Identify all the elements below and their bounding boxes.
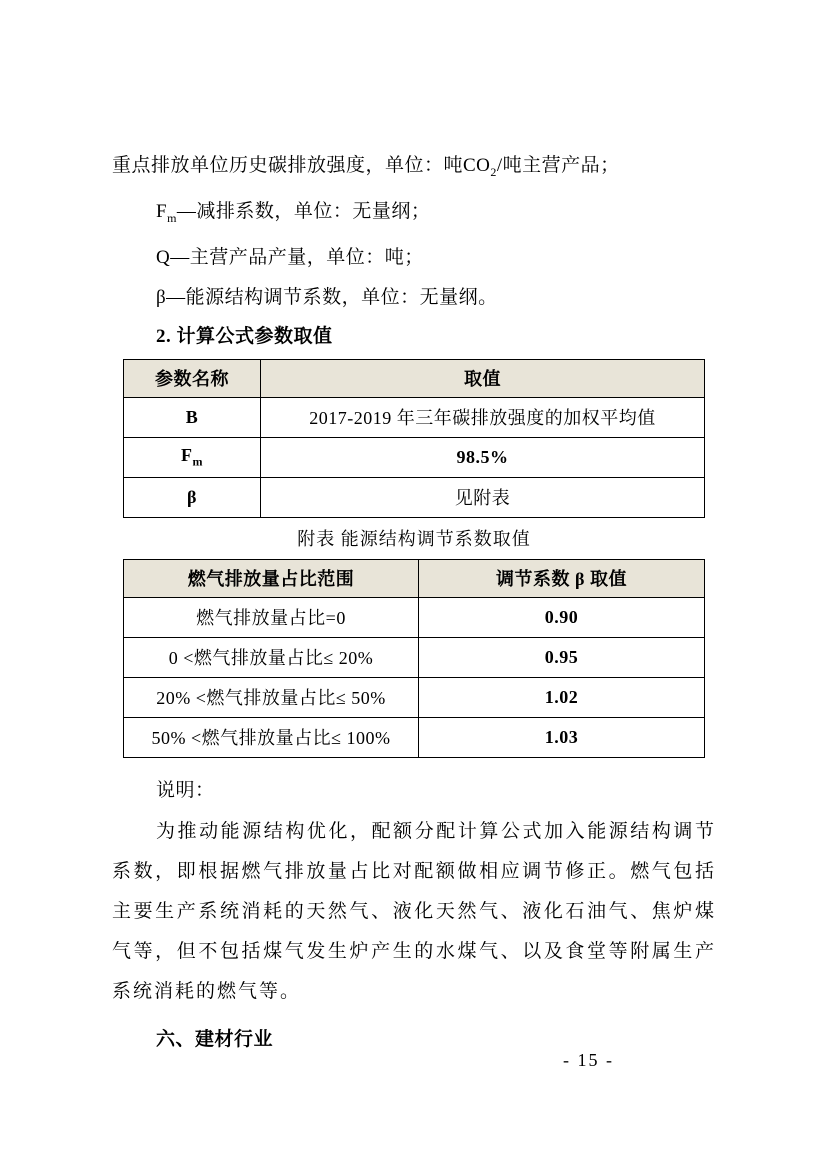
table-row — [124, 677, 705, 717]
coefficient-table-header-row — [124, 559, 705, 597]
notes-label: 说明： — [156, 779, 215, 801]
param-fm-symbol: F — [181, 444, 193, 465]
param-cell-b: B — [124, 397, 261, 437]
table-row — [124, 637, 705, 677]
params-table-header-row — [124, 359, 705, 397]
intro-line-2 — [112, 192, 716, 238]
range-cell-3: 50% <燃气排放量占比≤ 100% — [124, 717, 419, 757]
formula-params-heading: 2. 计算公式参数取值 — [156, 325, 333, 347]
coef-cell-0: 0.90 — [419, 597, 705, 637]
annex-table-caption: 附表 能源结构调节系数取值 — [297, 528, 531, 549]
params-table — [123, 359, 705, 518]
param-fm-subscript: m — [192, 454, 203, 469]
value-cell-fm: 98.5% — [261, 437, 705, 477]
intro-line-3: Q—主营产品产量，单位：吨； — [156, 246, 424, 268]
param-cell-fm — [124, 437, 261, 477]
table-row — [124, 717, 705, 757]
intro-line-2-post: —减排系数，单位：无量纲； — [176, 200, 431, 222]
table-row — [124, 477, 705, 517]
page-number: - 15 - — [563, 1050, 614, 1070]
section-heading-building-materials: 六、建材行业 — [156, 1028, 274, 1050]
params-table-header-value: 取值 — [261, 359, 705, 397]
range-cell-1: 0 <燃气排放量占比≤ 20% — [124, 637, 419, 677]
coef-cell-1: 0.95 — [419, 637, 705, 677]
params-table-header-name: 参数名称 — [124, 359, 261, 397]
value-cell-b: 2017-2019 年三年碳排放强度的加权平均值 — [261, 397, 705, 437]
intro-line-1-post: /吨主营产品； — [496, 155, 620, 176]
coef-cell-2: 1.02 — [419, 677, 705, 717]
range-cell-0: 燃气排放量占比=0 — [124, 597, 419, 637]
co2-subscript: 2 — [490, 164, 497, 179]
table-row — [124, 397, 705, 437]
fm-subscript: m — [167, 210, 177, 225]
value-cell-beta: 见附表 — [261, 477, 705, 517]
range-cell-2: 20% <燃气排放量占比≤ 50% — [124, 677, 419, 717]
table-row — [124, 597, 705, 637]
adjustment-coefficient-table — [123, 559, 705, 758]
coef-cell-3: 1.03 — [419, 717, 705, 757]
intro-line-4: β—能源结构调节系数，单位：无量纲。 — [156, 286, 498, 308]
param-cell-beta: β — [124, 477, 261, 517]
document-content — [112, 146, 716, 1060]
coefficient-table-header-value: 调节系数 β 取值 — [419, 559, 705, 597]
fm-symbol: F — [156, 200, 168, 222]
notes-paragraph: 为推动能源结构优化，配额分配计算公式加入能源结构调节系数，即根据燃气排放量占比对配额做相应调节修正。燃气包括主要生产系统消耗的天然气、液化天然气、液化石油气、焦炉煤气等，但不包括煤气发生炉产生的水煤气、以及食堂等附属生产系统消耗的燃气等。 — [112, 820, 716, 1002]
intro-line-1-pre: 重点排放单位历史碳排放强度，单位：吨CO — [112, 155, 491, 176]
table-row — [124, 437, 705, 477]
coefficient-table-header-range: 燃气排放量占比范围 — [124, 559, 419, 597]
intro-line-1 — [112, 146, 716, 192]
